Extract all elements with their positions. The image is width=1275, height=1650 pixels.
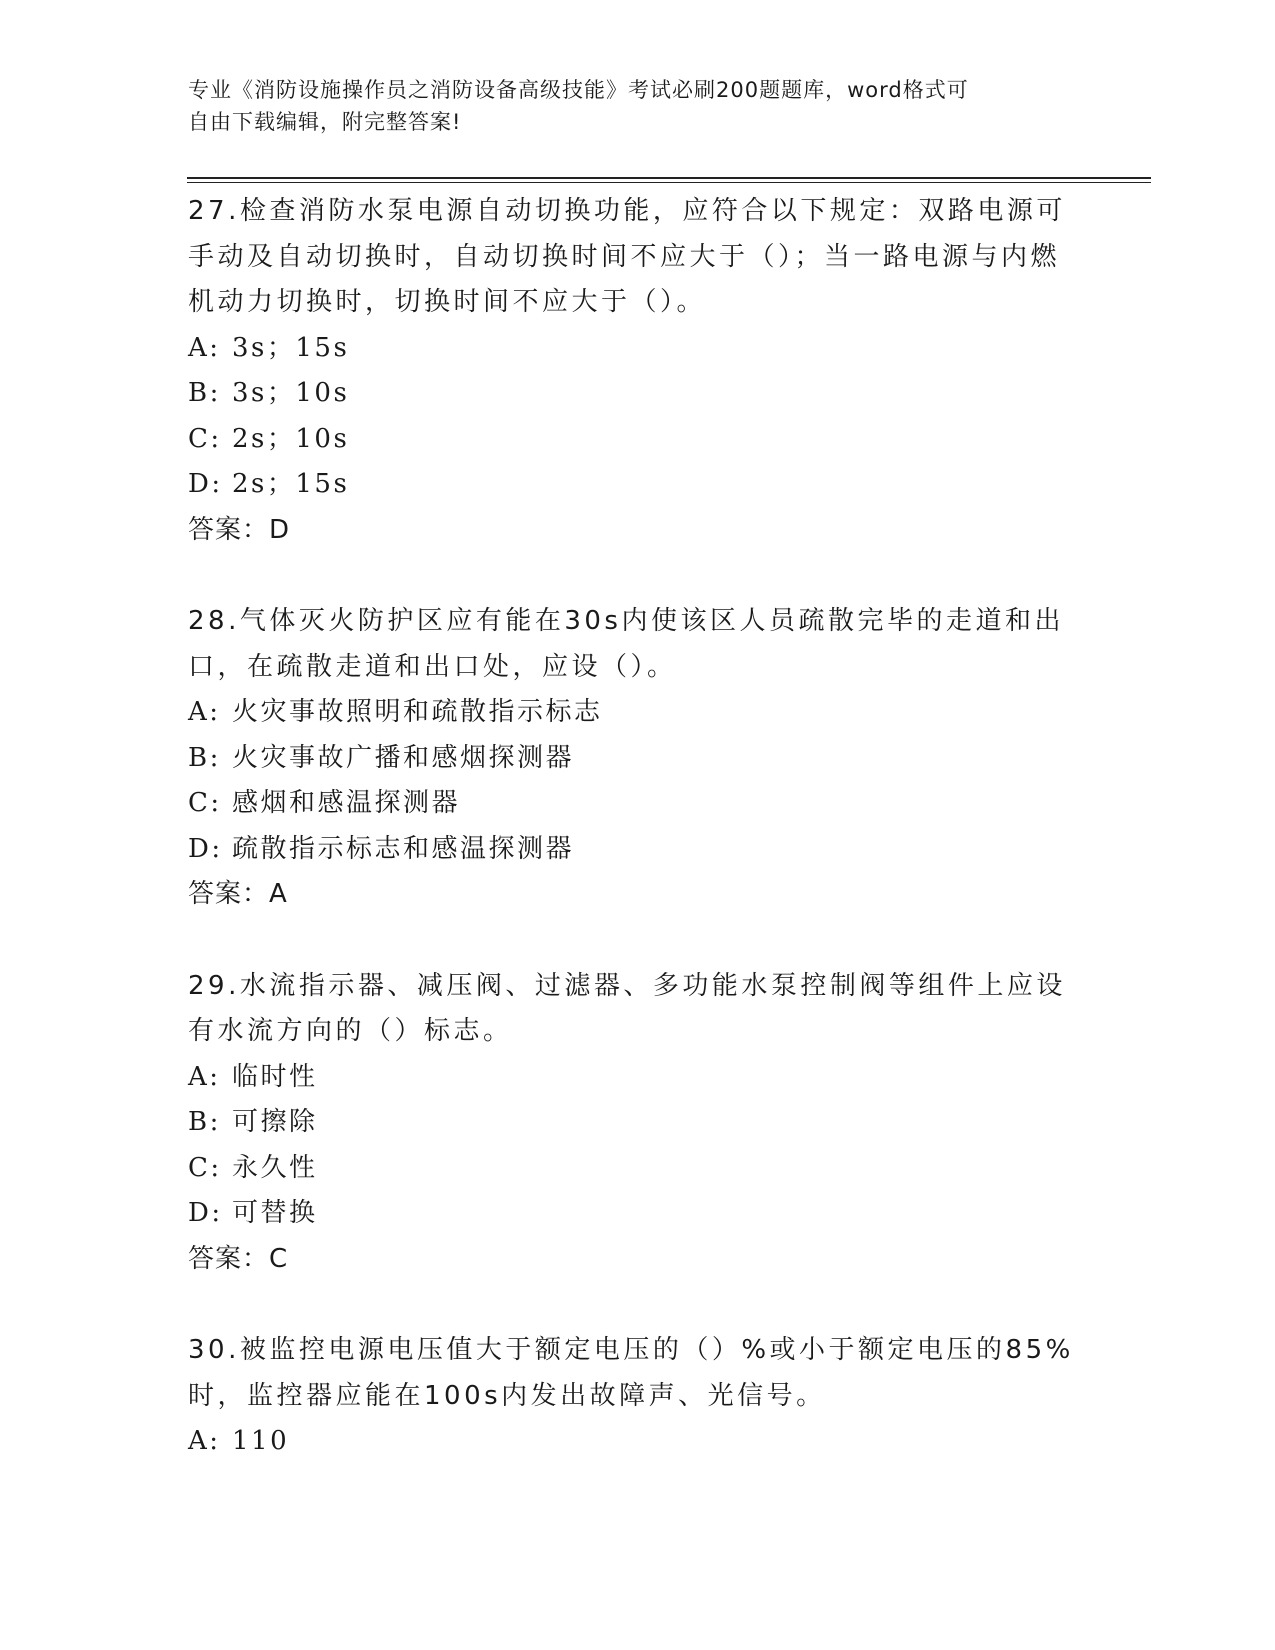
question-30 [188,1328,1078,1465]
option-letter: C: [188,423,222,454]
option-letter: D: [188,469,223,499]
option-text: 感烟和感温探测器 [232,788,461,818]
question-29 [188,964,1078,1283]
question-27 [188,189,1078,553]
question-text: 27.检查消防水泵电源自动切换功能，应符合以下规定：双路电源可手动及自动切换时，自动切换时间不应大于（）；当一路电源与内燃机动力切换时，切换时间不应大于（）。 [188,196,1066,317]
option-a [188,326,1078,372]
option-text: 2s；10s [232,423,350,454]
header-line-2: 自由下载编辑，附完整答案! [188,110,462,134]
answer-label: 答案：A [188,879,288,909]
option-text: 临时性 [232,1061,318,1092]
header-divider-thin [187,182,1151,183]
option-text: 110 [232,1426,290,1456]
option-letter: B: [188,378,221,408]
option-letter: C: [188,788,222,818]
question-28 [188,599,1078,918]
option-text: 火灾事故广播和感烟探测器 [232,742,575,773]
option-letter: A: [188,1426,221,1456]
option-text: 疏散指示标志和感温探测器 [232,833,575,864]
header-divider-thick [187,177,1151,179]
option-letter: C: [188,1152,222,1183]
option-d [188,462,1078,508]
option-text: 火灾事故照明和疏散指示标志 [232,697,603,727]
option-b [188,371,1078,417]
answer-label: 答案：D [188,514,291,545]
option-a [188,690,1078,736]
question-text: 28.气体灭火防护区应有能在30s内使该区人员疏散完毕的走道和出口，在疏散走道和出口处，应设（）。 [188,606,1064,682]
option-text: 永久性 [232,1152,318,1183]
question-list [188,189,1078,1511]
option-c [188,417,1078,463]
option-letter: B: [188,742,221,773]
option-b [188,1100,1078,1146]
option-letter: A: [188,697,221,727]
option-a [188,1419,1078,1465]
option-b [188,736,1078,782]
option-a [188,1055,1078,1101]
option-text: 2s；15s [232,469,350,499]
option-letter: D: [188,1198,223,1228]
header-line-1: 专业《消防设施操作员之消防设备高级技能》考试必刷200题题库，word格式可 [188,78,969,102]
option-letter: A: [188,1061,221,1092]
option-c [188,1146,1078,1192]
answer-label: 答案：C [188,1243,289,1274]
option-letter: D: [188,833,223,864]
option-letter: A: [188,332,221,363]
option-d [188,827,1078,873]
option-text: 可替换 [232,1198,318,1228]
option-text: 可擦除 [232,1107,318,1137]
document-header [188,74,1068,138]
option-text: 3s；10s [232,378,350,408]
option-letter: B: [188,1107,221,1137]
option-text: 3s；15s [232,332,350,363]
question-text: 29.水流指示器、减压阀、过滤器、多功能水泵控制阀等组件上应设有水流方向的（）标志。 [188,970,1066,1046]
option-d [188,1191,1078,1237]
option-c [188,781,1078,827]
question-text: 30.被监控电源电压值大于额定电压的（）%或小于额定电压的85%时，监控器应能在100s内发出故障声、光信号。 [188,1335,1074,1411]
